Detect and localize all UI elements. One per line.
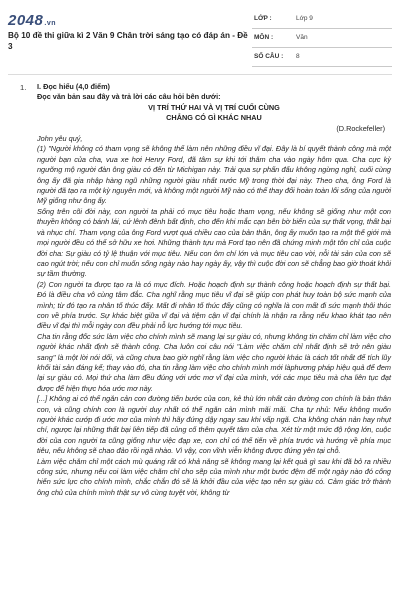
- passage-paragraph: [...] Không ai có thể ngăn cản con đường tiến bước của con, kẻ thù lớn nhất cản đường con chính là bản thân con, và cũng chính con là người duy nhất có thể ngăn cản mình mãi mãi. Cha tự nhủ: Nếu không muốn người khác cướp đi ước mơ của mình thì hãy đứng dậy ngay sau khi vấp ngã. Cha không chán nản hay nhụt chí, ngược lại những thất bại liên tiếp đã củng cố thêm quyết tâm của cha. Xét từ một mức độ rộng lớn, cuộc đời của con người ta cũng giống như việc đạp xe, con chỉ có thể tiến về phía trước và hướng về phía mục tiêu, nếu không sẽ chao đảo rồi ngã nhào. Vì vậy, con vĩnh viễn không được đứng yên tại chỗ.: [37, 394, 391, 456]
- passage-paragraph: (1) "Người không có tham vọng sẽ không thể làm nên những điều vĩ đại. Đây là bí quyết thành công mà một người bạn của cha, vua xe hơi Henry Ford, đã tâm sự khi tới thăm cha vào ngày hôm qua. Cha cực kỳ ngưỡng mộ người đàn ông giàu có đến từ Michigan này. Trải qua sự phấn đấu không ngừng nghỉ, cuối cùng ông ấy đã gia nhập hàng ngũ những người giàu nhất nước Mỹ trong thời đại này. Theo cha, ông Ford là người đã tạo ra một kỳ nguyên mới, và không một người Mỹ nào có thể thay đổi hoàn toàn lối sống của người Mỹ giống như ông ấy.: [37, 144, 391, 206]
- passage-title-line-2: CHẲNG CÓ GÌ KHÁC NHAU: [166, 113, 262, 123]
- passage-title-line-1: VỊ TRÍ THỨ HAI VÀ VỊ TRÍ CUỐI CÙNG: [148, 102, 280, 112]
- passage-paragraph: (2) Con người ta được tạo ra là có mục đích. Hoặc hoạch định sự thành công hoặc hoạch định sự thất bại. Đó là điều cha vô cùng tâm đắc. Cha nghĩ rằng mục tiêu vĩ đại sẽ giúp con phát huy toàn bộ sức mạnh của mình; từ đó tạo ra nhân tố thúc đẩy. Mất đi nhân tố thúc đẩy cũng có nghĩa là con mất đi sức mạnh thôi thúc con về phía trước. Sự khác biệt giữa vĩ đại và tiệm cận vĩ đại chính là nhận ra rằng nếu khao khát tạo nên điều vĩ đại thì mỗi ngày con đều phải nỗ lực hướng tới mục tiêu.: [37, 279, 391, 331]
- page-header: [0, 0, 400, 74]
- info-row-question-count: [252, 48, 392, 67]
- header-divider: [8, 74, 392, 75]
- info-value: Lớp 9: [296, 15, 313, 22]
- instruction-text: Đọc văn bản sau đây và trả lời các câu hỏi bên dưới:: [37, 92, 221, 102]
- info-label: LỚP :: [254, 15, 272, 22]
- passage-author: (D.Rockefeller): [336, 123, 385, 133]
- question-number: 1.: [20, 83, 27, 92]
- info-box: [252, 10, 392, 67]
- passage-paragraph: John yêu quý,: [37, 134, 83, 144]
- info-row-subject: [252, 29, 392, 48]
- logo-text: 2048: [8, 12, 44, 29]
- logo-suffix: .vn: [44, 20, 56, 27]
- info-value: Văn: [296, 34, 308, 41]
- site-logo[interactable]: [8, 12, 56, 29]
- document-title: Bộ 10 đề thi giữa kì 2 Văn 9 Chân trời sáng tạo có đáp án - Đề 3: [8, 31, 248, 51]
- question-body: [37, 82, 391, 498]
- passage-paragraph: Cha tin rằng đốc sức làm việc cho chính mình sẽ mang lại sự giàu có, nhưng không tin chăm chỉ làm việc cho người khác nhất định sẽ thành công. Cha luôn coi câu nói "Làm việc chăm chỉ nhất định sẽ trở nên giàu sang" là một lời nói dối, và cũng chưa bao giờ nghĩ rằng làm việc cho người khác là cách tốt nhất để tích lũy khối tài sản đáng kể; thay vào đó, cha tin rằng làm việc cho chính mình mới làphương pháp hiệu quả để đem lại sự giàu có. Mọi thứ cha làm đều đúng với ước mơ vĩ đại của mình, với các mục tiêu mà cha liên tục đạt được để hiện thực hóa ước mơ này.: [37, 331, 391, 393]
- section-heading: I. Đọc hiểu (4,0 điểm): [37, 82, 110, 91]
- info-value: 8: [296, 53, 300, 60]
- passage-paragraph: Làm việc chăm chỉ một cách mù quáng rất có khả năng sẽ không mang lại kết quả gì sau khi đã bỏ ra nhiều công sức, nhưng nếu coi làm việc chăm chỉ cho sẽp của mình như một bước đệm để một ngày nào đó cống hiến sức lực cho chính mình, chắc chắn đó sẽ là khởi đầu của việc tạo nên sự giàu có. Cảm giác trở thành ông chủ của chính mình thật sự vô cùng tuyệt vời, không từ: [37, 456, 391, 497]
- info-row-class: [252, 10, 392, 29]
- info-label: MÔN :: [254, 34, 274, 41]
- info-label: SỐ CÂU :: [254, 53, 284, 60]
- passage-paragraph: Sống trên cõi đời này, con người ta phải có mục tiêu hoặc tham vọng, nếu không sẽ giống như một con thuyền không có bánh lái, cứ lênh đênh bất định, cho đến khi mắc cạn bên bờ biển của sự thất vọng, thất bại và nhục chí. Tham vọng của ông Ford vượt quá chiều cao của bản thân, ông ấy muốn tạo ra một thế giới mà mọi người đều có thể sở hữu xe hơi. Những thành tựu mà Ford tạo nên đã chứng minh một tôn chỉ của cuộc đời cha: Sự giàu có tỷ lệ thuận với mục tiêu. Nếu con ôm chí lớn và mục tiêu cao vời, nỗi tài sản của con sẽ cao ngút trời; nếu con chỉ muốn sống ngày nào hay ngày ấy, vậy thì cuộc đời con sẽ chẳng bao giờ thoát khỏi sự tầm thường.: [37, 206, 391, 279]
